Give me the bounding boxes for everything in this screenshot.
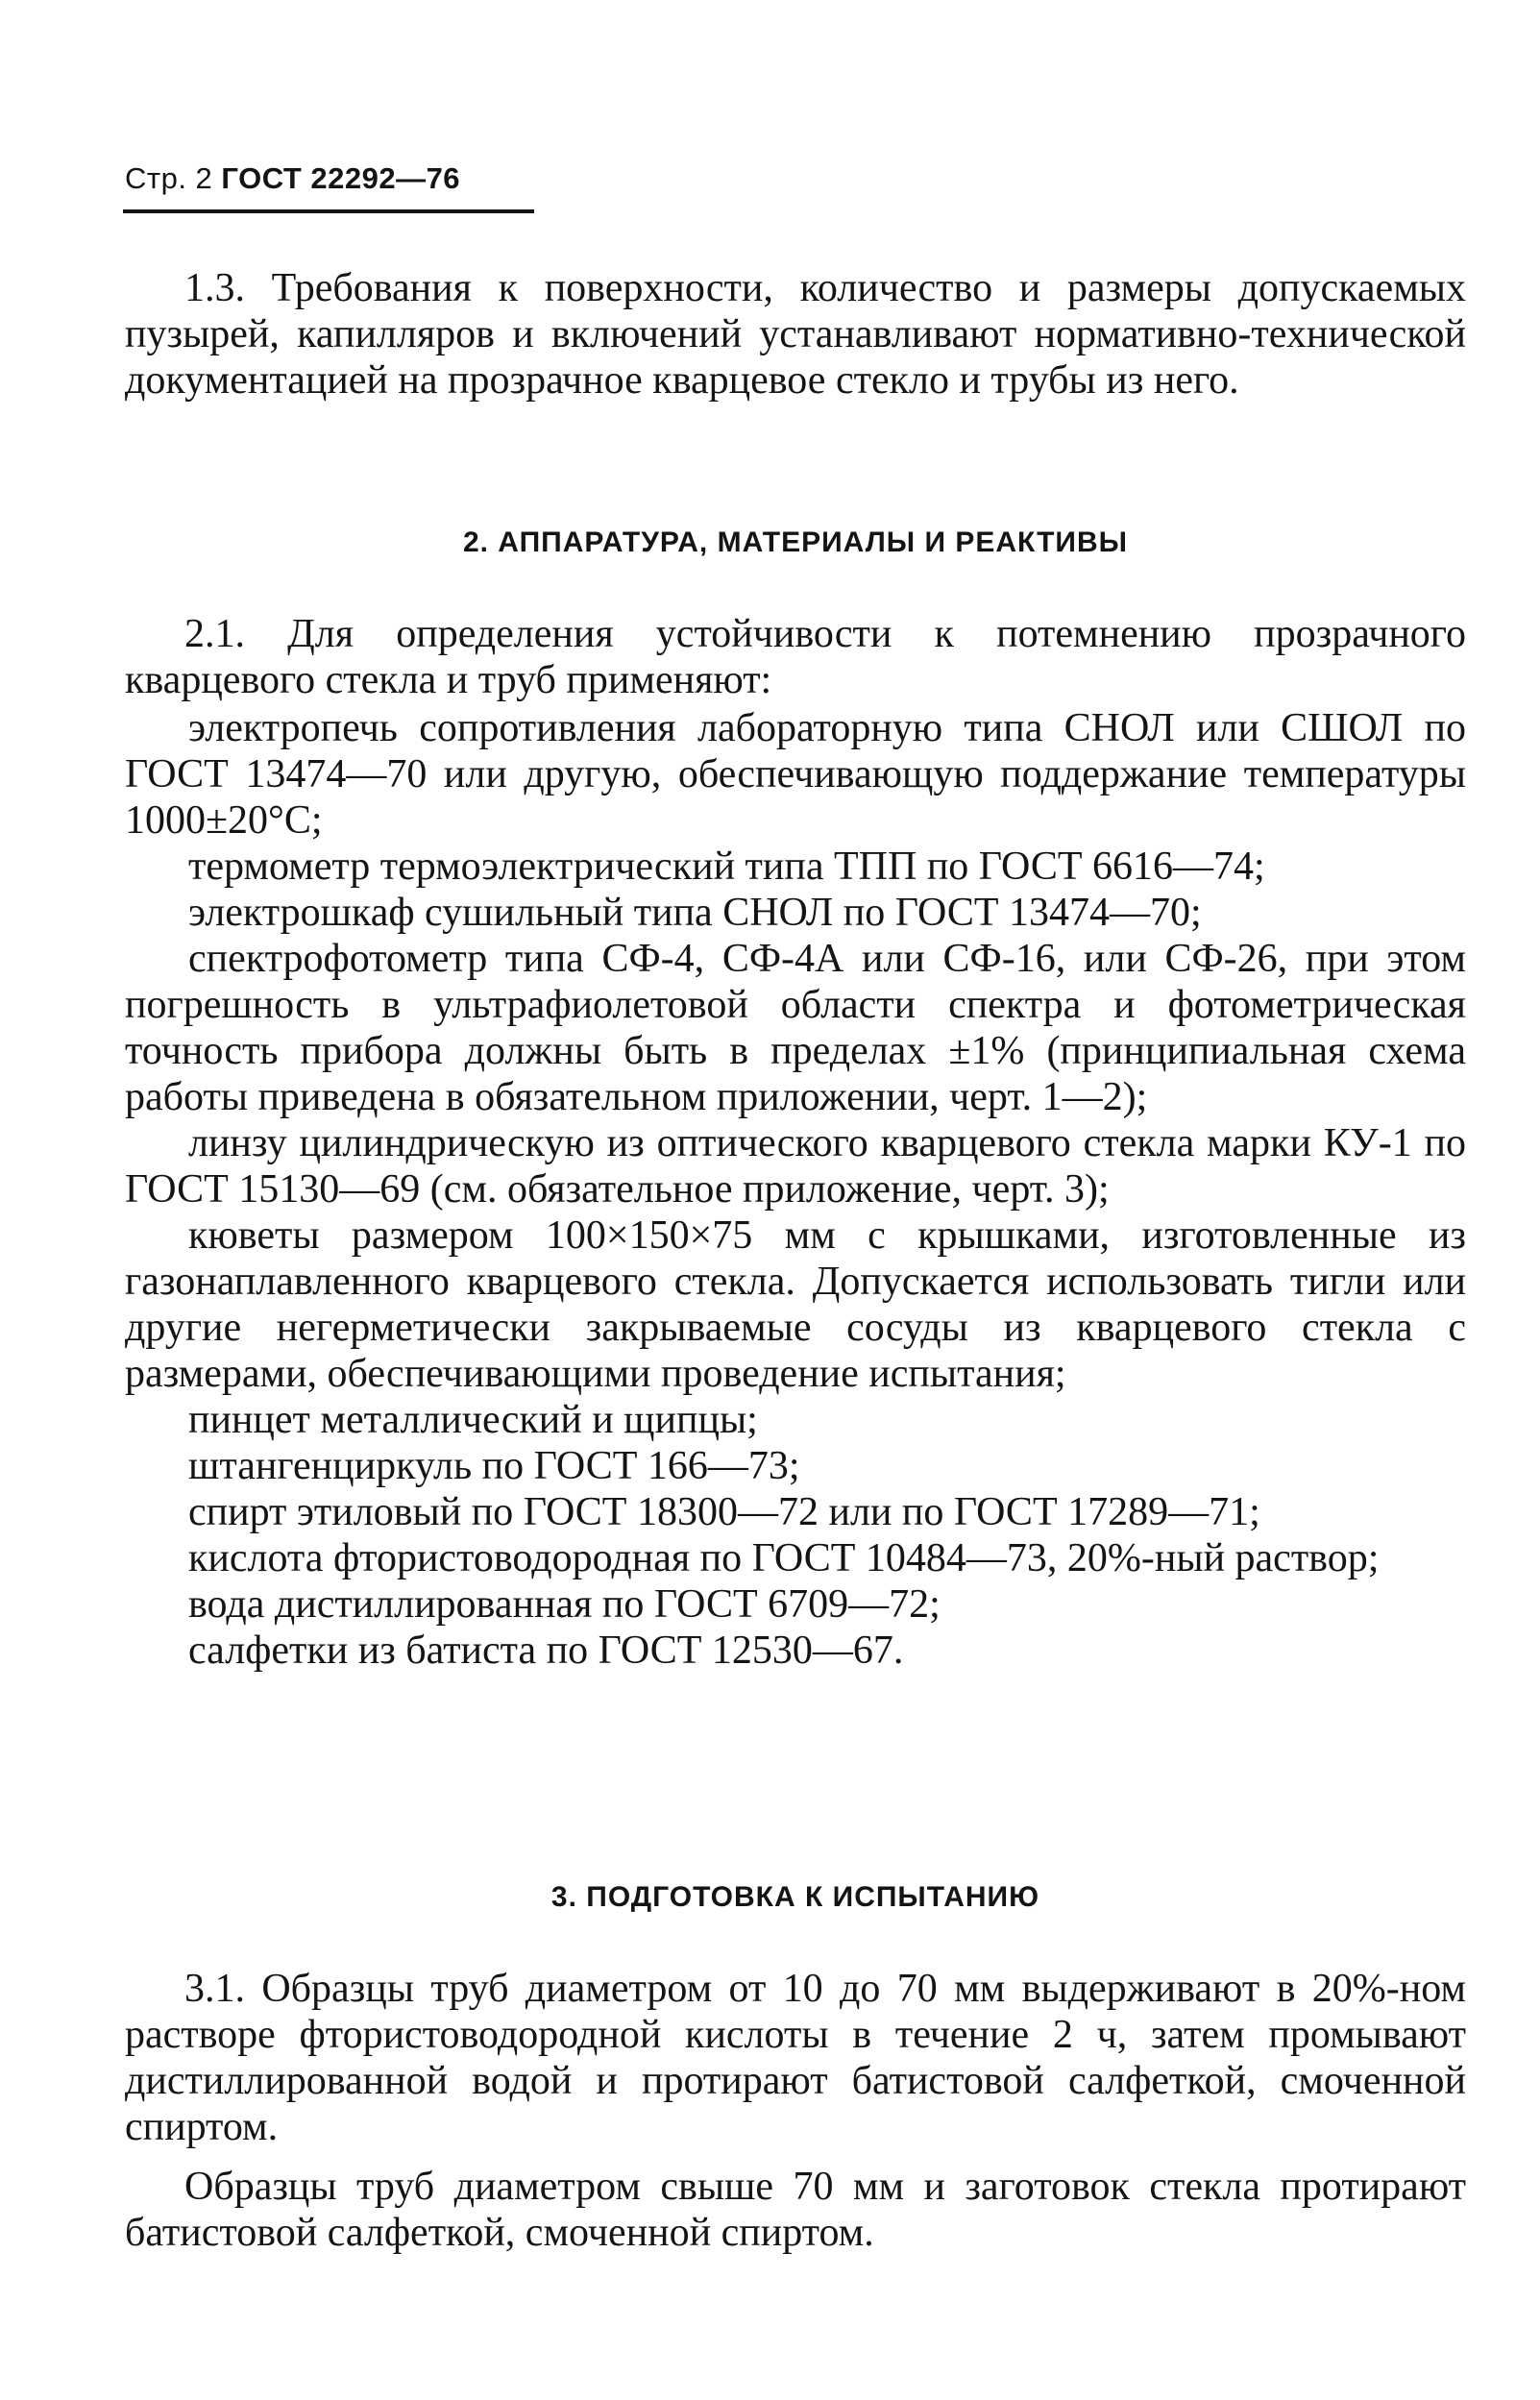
list-item: кислота фтористоводородная по ГОСТ 10484—73, 20%-ный раствор;	[188, 1536, 1380, 1580]
list-item: вода дистиллированная по ГОСТ 6709—72;	[188, 1582, 941, 1627]
list-item: салфетки из батиста по ГОСТ 12530—67.	[188, 1629, 904, 1673]
running-header	[125, 161, 460, 196]
list-item: линзу цилиндрическую из оптического кварцевого стекла марки КУ-1 по ГОСТ 15130—69 (см. обязательное приложение, черт. 3);	[125, 1121, 1466, 1212]
paragraph-3-1: 3.1. Образцы труб диаметром от 10 до 70 мм выдерживают в 20%-ном растворе фтористоводородной кислоты в течение 2 ч, затем промывают дистиллированной водой и протирают батистовой салфеткой, смоченной спиртом.	[125, 1967, 1466, 2149]
paragraph-2-1: 2.1. Для определения устойчивости к потемнению прозрачного кварцевого стекла и труб применяют:	[125, 612, 1466, 702]
section-2-heading: 2. АППАРАТУРА, МАТЕРИАЛЫ И РЕАКТИВЫ	[462, 527, 1129, 558]
list-item: электропечь сопротивления лабораторную типа СНОЛ или СШОЛ по ГОСТ 13474—70 или другую, обеспечивающую поддержание температуры 1000±20°С;	[125, 706, 1466, 843]
page-label: Стр. 2	[125, 161, 213, 195]
equipment-list	[125, 705, 1466, 1674]
paragraph-1-3: 1.3. Требования к поверхности, количество и размеры допускаемых пузырей, капилляров и включений устанавливают нормативно-технической документацией на прозрачное кварцевое стекло и трубы из него.	[125, 266, 1466, 403]
header-rule	[123, 209, 534, 213]
list-item: электрошкаф сушильный типа СНОЛ по ГОСТ 13474—70;	[188, 891, 1202, 935]
list-item: спирт этиловый по ГОСТ 18300—72 или по ГОСТ 17289—71;	[188, 1490, 1260, 1534]
standard-code: ГОСТ 22292—76	[221, 161, 461, 195]
list-item: штангенциркуль по ГОСТ 166—73;	[188, 1444, 800, 1488]
list-item: кюветы размером 100×150×75 мм с крышками, изготовленные из газонаплавленного кварцевого стекла. Допускается использовать тигли или другие негерметически закрываемые сосуды из кварцевого стекла с размерами, обеспечивающими проведение испытания;	[125, 1213, 1466, 1396]
list-item: термометр термоэлектрический типа ТПП по ГОСТ 6616—74;	[188, 845, 1265, 889]
list-item: спектрофотометр типа СФ-4, СФ-4А или СФ-16, или СФ-26, при этом погрешность в ультрафиолетовой области спектра и фотометрическая точность прибора должны быть в пределах ±1% (принципиальная схема работы приведена в обязательном приложении, черт. 1—2);	[125, 937, 1466, 1119]
section-3-heading: 3. ПОДГОТОВКА К ИСПЫТАНИЮ	[550, 1881, 1040, 1913]
list-item: пинцет металлический и щипцы;	[188, 1398, 758, 1442]
paragraph-3-1-b: Образцы труб диаметром свыше 70 мм и заготовок стекла протирают батистовой салфеткой, смоченной спиртом.	[125, 2165, 1466, 2255]
